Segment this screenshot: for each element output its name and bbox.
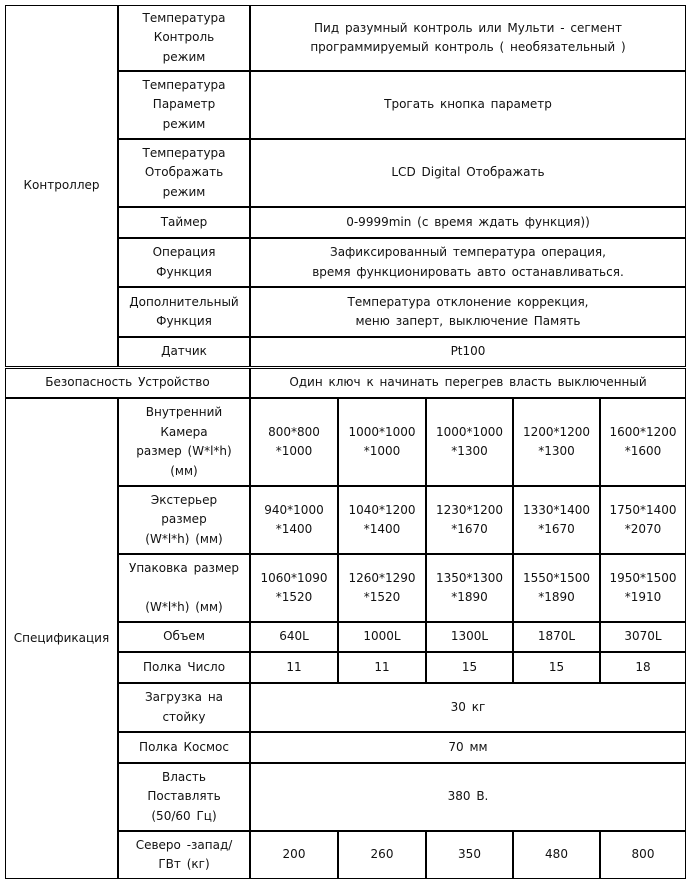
table-cell: 1950*1500 *1910 <box>600 554 686 622</box>
row-value-operation-function: Зафиксированный температура операция, время функционировать авто останавливаться. <box>250 238 686 287</box>
table-cell: 11 <box>250 652 338 683</box>
row-value-shelf-spacing: 70 мм <box>250 732 686 763</box>
table-cell: 350 <box>426 831 513 879</box>
row-value-temperature-display-mode: LCD Digital Отображать <box>250 139 686 207</box>
table-cell: 1330*1400 *1670 <box>513 486 600 554</box>
table-cell: 1040*1200 *1400 <box>338 486 426 554</box>
row-label-shelf-count: Полка Число <box>118 652 250 683</box>
table-cell: 15 <box>513 652 600 683</box>
table-cell: 1350*1300 *1890 <box>426 554 513 622</box>
row-label-volume: Объем <box>118 622 250 652</box>
row-label-safety-device: Безопасность Устройство <box>5 368 250 398</box>
table-cell: 1300L <box>426 622 513 652</box>
row-label-temperature-control-mode: Температура Контроль режим <box>118 5 250 71</box>
table-cell: 3070L <box>600 622 686 652</box>
table-cell: 1750*1400 *2070 <box>600 486 686 554</box>
section-specification: Спецификация <box>5 398 118 879</box>
row-value-shelf-load: 30 кг <box>250 683 686 732</box>
table-cell: 1000*1000 *1300 <box>426 398 513 486</box>
table-cell: 1000L <box>338 622 426 652</box>
table-cell: 1230*1200 *1670 <box>426 486 513 554</box>
table-cell: 940*1000 *1400 <box>250 486 338 554</box>
row-label-operation-function: Операция Функция <box>118 238 250 287</box>
row-label-shelf-load: Загрузка на стойку <box>118 683 250 732</box>
table-cell: 800*800 *1000 <box>250 398 338 486</box>
table-cell: 1200*1200 *1300 <box>513 398 600 486</box>
table-cell: 1550*1500 *1890 <box>513 554 600 622</box>
row-label-temperature-parameter-mode: Температура Параметр режим <box>118 71 250 139</box>
table-cell: 1260*1290 *1520 <box>338 554 426 622</box>
row-value-safety-device: Один ключ к начинать перегрев власть выключенный <box>250 368 686 398</box>
table-cell: 200 <box>250 831 338 879</box>
row-value-timer: 0-9999min (с время ждать функция)) <box>250 207 686 238</box>
table-cell: 480 <box>513 831 600 879</box>
table-cell: 640L <box>250 622 338 652</box>
row-value-power-supply: 380 В. <box>250 763 686 831</box>
row-label-shelf-spacing: Полка Космос <box>118 732 250 763</box>
row-label-inner-chamber-size: Внутренний Камера размер (W*l*h) (мм) <box>118 398 250 486</box>
table-cell: 11 <box>338 652 426 683</box>
section-controller: Контроллер <box>5 5 118 367</box>
row-label-timer: Таймер <box>118 207 250 238</box>
table-cell: 1870L <box>513 622 600 652</box>
row-label-sensor: Датчик <box>118 337 250 367</box>
row-label-exterior-size: Экстерьер размер (W*l*h) (мм) <box>118 486 250 554</box>
row-value-temperature-parameter-mode: Трогать кнопка параметр <box>250 71 686 139</box>
table-cell: 1060*1090 *1520 <box>250 554 338 622</box>
table-cell: 18 <box>600 652 686 683</box>
row-label-weight: Северо -запад/ ГВт (кг) <box>118 831 250 879</box>
row-label-power-supply: Власть Поставлять (50/60 Гц) <box>118 763 250 831</box>
table-cell: 1000*1000 *1000 <box>338 398 426 486</box>
row-value-additional-function: Температура отклонение коррекция, меню заперт, выключение Память <box>250 287 686 337</box>
table-cell: 15 <box>426 652 513 683</box>
row-label-packing-size: Упаковка размер (W*l*h) (мм) <box>118 554 250 622</box>
row-value-sensor: Pt100 <box>250 337 686 367</box>
row-value-temperature-control-mode: Пид разумный контроль или Мульти - сегмент программируемый контроль ( необязательный ) <box>250 5 686 71</box>
row-label-temperature-display-mode: Температура Отображать режим <box>118 139 250 207</box>
row-label-additional-function: Дополнительный Функция <box>118 287 250 337</box>
table-cell: 260 <box>338 831 426 879</box>
table-cell: 800 <box>600 831 686 879</box>
table-cell: 1600*1200 *1600 <box>600 398 686 486</box>
